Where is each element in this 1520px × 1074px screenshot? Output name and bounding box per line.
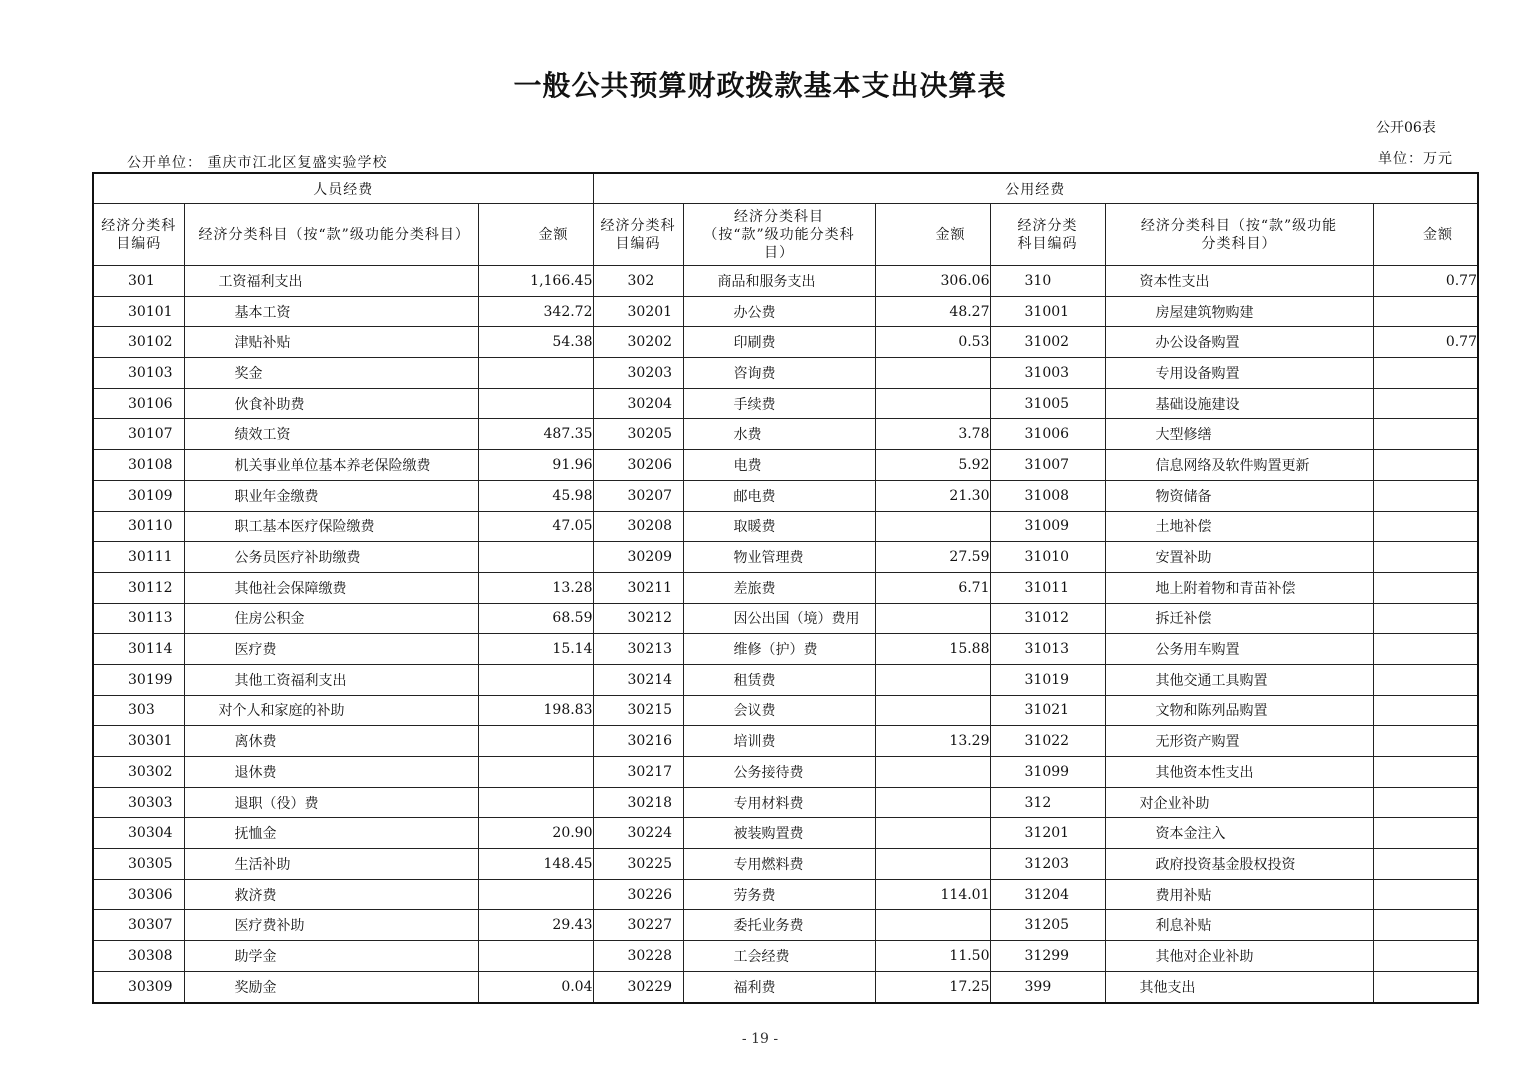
table-number: 公开06表 (1376, 120, 1436, 136)
code-cell: 30101 (93, 296, 184, 327)
amount-cell (478, 664, 593, 695)
amount-cell: 0.77 (1373, 327, 1478, 358)
name-cell: 因公出国（境）费用 (683, 603, 875, 634)
report-title: 一般公共预算财政拨款基本支出决算表 (513, 69, 1007, 102)
amount-cell: 0.04 (478, 971, 593, 1002)
amount-cell: 6.71 (875, 572, 990, 603)
amount-cell: 148.45 (478, 849, 593, 880)
amount-cell (875, 388, 990, 419)
name-cell: 劳务费 (683, 879, 875, 910)
header-amount: 金额 (875, 204, 990, 266)
name-cell: 绩效工资 (184, 419, 478, 450)
name-cell: 离休费 (184, 726, 478, 757)
name-cell: 退职（役）费 (184, 787, 478, 818)
code-cell: 30224 (593, 818, 683, 849)
name-cell: 伙食补助费 (184, 388, 478, 419)
name-cell: 土地补偿 (1105, 511, 1373, 542)
table-row (93, 480, 1478, 511)
amount-cell (1373, 849, 1478, 880)
name-cell: 助学金 (184, 941, 478, 972)
code-cell: 30309 (93, 971, 184, 1002)
name-cell: 职工基本医疗保险缴费 (184, 511, 478, 542)
amount-cell: 1,166.45 (478, 266, 593, 297)
name-cell: 咨询费 (683, 358, 875, 389)
name-cell: 租赁费 (683, 664, 875, 695)
code-cell: 30208 (593, 511, 683, 542)
unit-label: 单位：万元 (1378, 151, 1453, 167)
table-row (93, 941, 1478, 972)
code-cell: 30103 (93, 358, 184, 389)
name-cell: 手续费 (683, 388, 875, 419)
amount-cell: 11.50 (875, 941, 990, 972)
amount-cell: 29.43 (478, 910, 593, 941)
table-row (93, 603, 1478, 634)
code-cell: 30102 (93, 327, 184, 358)
code-cell: 31205 (990, 910, 1105, 941)
name-cell: 住房公积金 (184, 603, 478, 634)
code-cell: 31005 (990, 388, 1105, 419)
code-cell: 30307 (93, 910, 184, 941)
name-cell: 其他对企业补助 (1105, 941, 1373, 972)
name-cell: 抚恤金 (184, 818, 478, 849)
amount-cell (1373, 542, 1478, 573)
table-row (93, 511, 1478, 542)
amount-cell (875, 695, 990, 726)
code-cell: 30227 (593, 910, 683, 941)
code-cell: 31203 (990, 849, 1105, 880)
amount-cell (1373, 480, 1478, 511)
amount-cell (1373, 603, 1478, 634)
org-label: 公开单位： (127, 155, 202, 171)
code-cell: 30108 (93, 450, 184, 481)
table-row (93, 542, 1478, 573)
name-cell: 其他交通工具购置 (1105, 664, 1373, 695)
code-cell: 30218 (593, 787, 683, 818)
name-cell: 福利费 (683, 971, 875, 1002)
amount-cell (478, 358, 593, 389)
table-body (93, 266, 1478, 1003)
header-name: 经济分类科目（按“款”级功能分类科目） (184, 204, 478, 266)
header-amount: 金额 (478, 204, 593, 266)
code-cell: 30112 (93, 572, 184, 603)
code-cell: 30207 (593, 480, 683, 511)
amount-cell (478, 542, 593, 573)
code-cell: 31002 (990, 327, 1105, 358)
name-cell: 无形资产购置 (1105, 726, 1373, 757)
amount-cell: 13.28 (478, 572, 593, 603)
amount-cell (875, 910, 990, 941)
amount-cell: 487.35 (478, 419, 593, 450)
table-row (93, 572, 1478, 603)
code-cell: 30211 (593, 572, 683, 603)
name-cell: 机关事业单位基本养老保险缴费 (184, 450, 478, 481)
header-code: 经济分类科目编码 (593, 204, 683, 266)
name-cell: 文物和陈列品购置 (1105, 695, 1373, 726)
code-cell: 31021 (990, 695, 1105, 726)
table-row (93, 879, 1478, 910)
code-cell: 30110 (93, 511, 184, 542)
expenditure-table (92, 172, 1479, 1004)
code-cell: 30305 (93, 849, 184, 880)
name-cell: 其他社会保障缴费 (184, 572, 478, 603)
table-row (93, 757, 1478, 788)
code-cell: 312 (990, 787, 1105, 818)
code-cell: 30212 (593, 603, 683, 634)
name-cell: 会议费 (683, 695, 875, 726)
header-code: 经济分类科目编码 (990, 204, 1105, 266)
amount-cell: 17.25 (875, 971, 990, 1002)
code-cell: 31001 (990, 296, 1105, 327)
amount-cell (478, 726, 593, 757)
amount-cell: 0.53 (875, 327, 990, 358)
name-cell: 职业年金缴费 (184, 480, 478, 511)
amount-cell: 5.92 (875, 450, 990, 481)
code-cell: 30302 (93, 757, 184, 788)
table-row (93, 971, 1478, 1002)
name-cell: 对企业补助 (1105, 787, 1373, 818)
code-cell: 30228 (593, 941, 683, 972)
name-cell: 物业管理费 (683, 542, 875, 573)
name-cell: 拆迁补偿 (1105, 603, 1373, 634)
amount-cell (875, 511, 990, 542)
code-cell: 30113 (93, 603, 184, 634)
header-name: 经济分类科目（按“款”级功能分类科目） (1105, 204, 1373, 266)
amount-cell (1373, 879, 1478, 910)
amount-cell: 15.14 (478, 634, 593, 665)
code-cell: 31201 (990, 818, 1105, 849)
code-cell: 30199 (93, 664, 184, 695)
amount-cell: 3.78 (875, 419, 990, 450)
amount-cell (1373, 941, 1478, 972)
amount-cell (1373, 787, 1478, 818)
amount-cell (478, 941, 593, 972)
amount-cell (1373, 572, 1478, 603)
name-cell: 安置补助 (1105, 542, 1373, 573)
code-cell: 30203 (593, 358, 683, 389)
name-cell: 医疗费 (184, 634, 478, 665)
amount-cell: 0.77 (1373, 266, 1478, 297)
name-cell: 生活补助 (184, 849, 478, 880)
table-row (93, 849, 1478, 880)
table-row (93, 726, 1478, 757)
table-row (93, 634, 1478, 665)
name-cell: 被装购置费 (683, 818, 875, 849)
group-public: 公用经费 (593, 173, 1478, 204)
name-cell: 救济费 (184, 879, 478, 910)
amount-cell: 54.38 (478, 327, 593, 358)
header-amount: 金额 (1373, 204, 1478, 266)
amount-cell: 13.29 (875, 726, 990, 757)
name-cell: 资本金注入 (1105, 818, 1373, 849)
name-cell: 公务接待费 (683, 757, 875, 788)
code-cell: 30226 (593, 879, 683, 910)
name-cell: 津贴补贴 (184, 327, 478, 358)
code-cell: 30114 (93, 634, 184, 665)
name-cell: 专用材料费 (683, 787, 875, 818)
code-cell: 301 (93, 266, 184, 297)
code-cell: 31007 (990, 450, 1105, 481)
name-cell: 其他工资福利支出 (184, 664, 478, 695)
code-cell: 30205 (593, 419, 683, 450)
name-cell: 其他支出 (1105, 971, 1373, 1002)
name-cell: 印刷费 (683, 327, 875, 358)
amount-cell: 20.90 (478, 818, 593, 849)
name-cell: 信息网络及软件购置更新 (1105, 450, 1373, 481)
code-cell: 30225 (593, 849, 683, 880)
code-cell: 31299 (990, 941, 1105, 972)
code-cell: 30306 (93, 879, 184, 910)
name-cell: 奖金 (184, 358, 478, 389)
table-row (93, 818, 1478, 849)
name-cell: 利息补贴 (1105, 910, 1373, 941)
name-cell: 工资福利支出 (184, 266, 478, 297)
code-cell: 399 (990, 971, 1105, 1002)
org-name: 重庆市江北区复盛实验学校 (207, 155, 388, 171)
name-cell: 物资储备 (1105, 480, 1373, 511)
code-cell: 30216 (593, 726, 683, 757)
amount-cell (875, 849, 990, 880)
code-cell: 30111 (93, 542, 184, 573)
name-cell: 基本工资 (184, 296, 478, 327)
amount-cell (1373, 726, 1478, 757)
name-cell: 费用补贴 (1105, 879, 1373, 910)
amount-cell (875, 818, 990, 849)
code-cell: 31022 (990, 726, 1105, 757)
name-cell: 基础设施建设 (1105, 388, 1373, 419)
amount-cell (1373, 695, 1478, 726)
code-cell: 310 (990, 266, 1105, 297)
amount-cell: 114.01 (875, 879, 990, 910)
code-cell: 31204 (990, 879, 1105, 910)
name-cell: 其他资本性支出 (1105, 757, 1373, 788)
amount-cell (1373, 757, 1478, 788)
code-cell: 30301 (93, 726, 184, 757)
code-cell: 31012 (990, 603, 1105, 634)
name-cell: 维修（护）费 (683, 634, 875, 665)
code-cell: 30304 (93, 818, 184, 849)
code-cell: 31008 (990, 480, 1105, 511)
name-cell: 退休费 (184, 757, 478, 788)
code-cell: 303 (93, 695, 184, 726)
name-cell: 邮电费 (683, 480, 875, 511)
code-cell: 31010 (990, 542, 1105, 573)
code-cell: 30107 (93, 419, 184, 450)
amount-cell (1373, 419, 1478, 450)
code-cell: 31099 (990, 757, 1105, 788)
code-cell: 31019 (990, 664, 1105, 695)
amount-cell: 342.72 (478, 296, 593, 327)
table-row (93, 358, 1478, 389)
table-row (93, 388, 1478, 419)
code-cell: 30215 (593, 695, 683, 726)
amount-cell (1373, 971, 1478, 1002)
code-cell: 30206 (593, 450, 683, 481)
amount-cell (478, 757, 593, 788)
code-cell: 30214 (593, 664, 683, 695)
name-cell: 专用设备购置 (1105, 358, 1373, 389)
code-cell: 31003 (990, 358, 1105, 389)
table-row (93, 787, 1478, 818)
name-cell: 医疗费补助 (184, 910, 478, 941)
amount-cell: 91.96 (478, 450, 593, 481)
code-cell: 31009 (990, 511, 1105, 542)
amount-cell (478, 879, 593, 910)
name-cell: 公务员医疗补助缴费 (184, 542, 478, 573)
code-cell: 31013 (990, 634, 1105, 665)
amount-cell (875, 603, 990, 634)
amount-cell: 27.59 (875, 542, 990, 573)
amount-cell (1373, 450, 1478, 481)
amount-cell (1373, 388, 1478, 419)
name-cell: 取暖费 (683, 511, 875, 542)
table-row (93, 664, 1478, 695)
amount-cell (478, 787, 593, 818)
code-cell: 30303 (93, 787, 184, 818)
table-row (93, 695, 1478, 726)
amount-cell (1373, 910, 1478, 941)
name-cell: 差旅费 (683, 572, 875, 603)
amount-cell (875, 358, 990, 389)
org-line (127, 152, 387, 172)
name-cell: 水费 (683, 419, 875, 450)
amount-cell: 45.98 (478, 480, 593, 511)
amount-cell (1373, 818, 1478, 849)
code-cell: 30106 (93, 388, 184, 419)
amount-cell: 198.83 (478, 695, 593, 726)
header-name: 经济分类科目（按“款”级功能分类科目） (683, 204, 875, 266)
name-cell: 地上附着物和青苗补偿 (1105, 572, 1373, 603)
name-cell: 政府投资基金股权投资 (1105, 849, 1373, 880)
name-cell: 办公费 (683, 296, 875, 327)
table-row (93, 910, 1478, 941)
amount-cell: 68.59 (478, 603, 593, 634)
amount-cell (1373, 634, 1478, 665)
name-cell: 委托业务费 (683, 910, 875, 941)
amount-cell (875, 664, 990, 695)
table-row (93, 419, 1478, 450)
name-cell: 奖励金 (184, 971, 478, 1002)
name-cell: 培训费 (683, 726, 875, 757)
amount-cell: 15.88 (875, 634, 990, 665)
amount-cell: 47.05 (478, 511, 593, 542)
amount-cell (875, 757, 990, 788)
header-code: 经济分类科目编码 (93, 204, 184, 266)
code-cell: 30308 (93, 941, 184, 972)
code-cell: 30209 (593, 542, 683, 573)
name-cell: 办公设备购置 (1105, 327, 1373, 358)
code-cell: 30229 (593, 971, 683, 1002)
table-row (93, 450, 1478, 481)
name-cell: 对个人和家庭的补助 (184, 695, 478, 726)
name-cell: 电费 (683, 450, 875, 481)
amount-cell (478, 388, 593, 419)
code-cell: 30202 (593, 327, 683, 358)
amount-cell (1373, 296, 1478, 327)
code-cell: 30213 (593, 634, 683, 665)
name-cell: 商品和服务支出 (683, 266, 875, 297)
amount-cell (1373, 511, 1478, 542)
code-cell: 30201 (593, 296, 683, 327)
table-row (93, 296, 1478, 327)
name-cell: 房屋建筑物购建 (1105, 296, 1373, 327)
name-cell: 公务用车购置 (1105, 634, 1373, 665)
amount-cell: 21.30 (875, 480, 990, 511)
amount-cell (875, 787, 990, 818)
name-cell: 资本性支出 (1105, 266, 1373, 297)
name-cell: 工会经费 (683, 941, 875, 972)
code-cell: 30204 (593, 388, 683, 419)
group-personnel: 人员经费 (93, 173, 593, 204)
code-cell: 30109 (93, 480, 184, 511)
amount-cell (1373, 358, 1478, 389)
page-number: - 19 - (741, 1031, 779, 1047)
name-cell: 专用燃料费 (683, 849, 875, 880)
table-row (93, 266, 1478, 297)
code-cell: 302 (593, 266, 683, 297)
name-cell: 大型修缮 (1105, 419, 1373, 450)
code-cell: 31011 (990, 572, 1105, 603)
code-cell: 31006 (990, 419, 1105, 450)
table-row (93, 327, 1478, 358)
code-cell: 30217 (593, 757, 683, 788)
amount-cell: 48.27 (875, 296, 990, 327)
amount-cell: 306.06 (875, 266, 990, 297)
amount-cell (1373, 664, 1478, 695)
